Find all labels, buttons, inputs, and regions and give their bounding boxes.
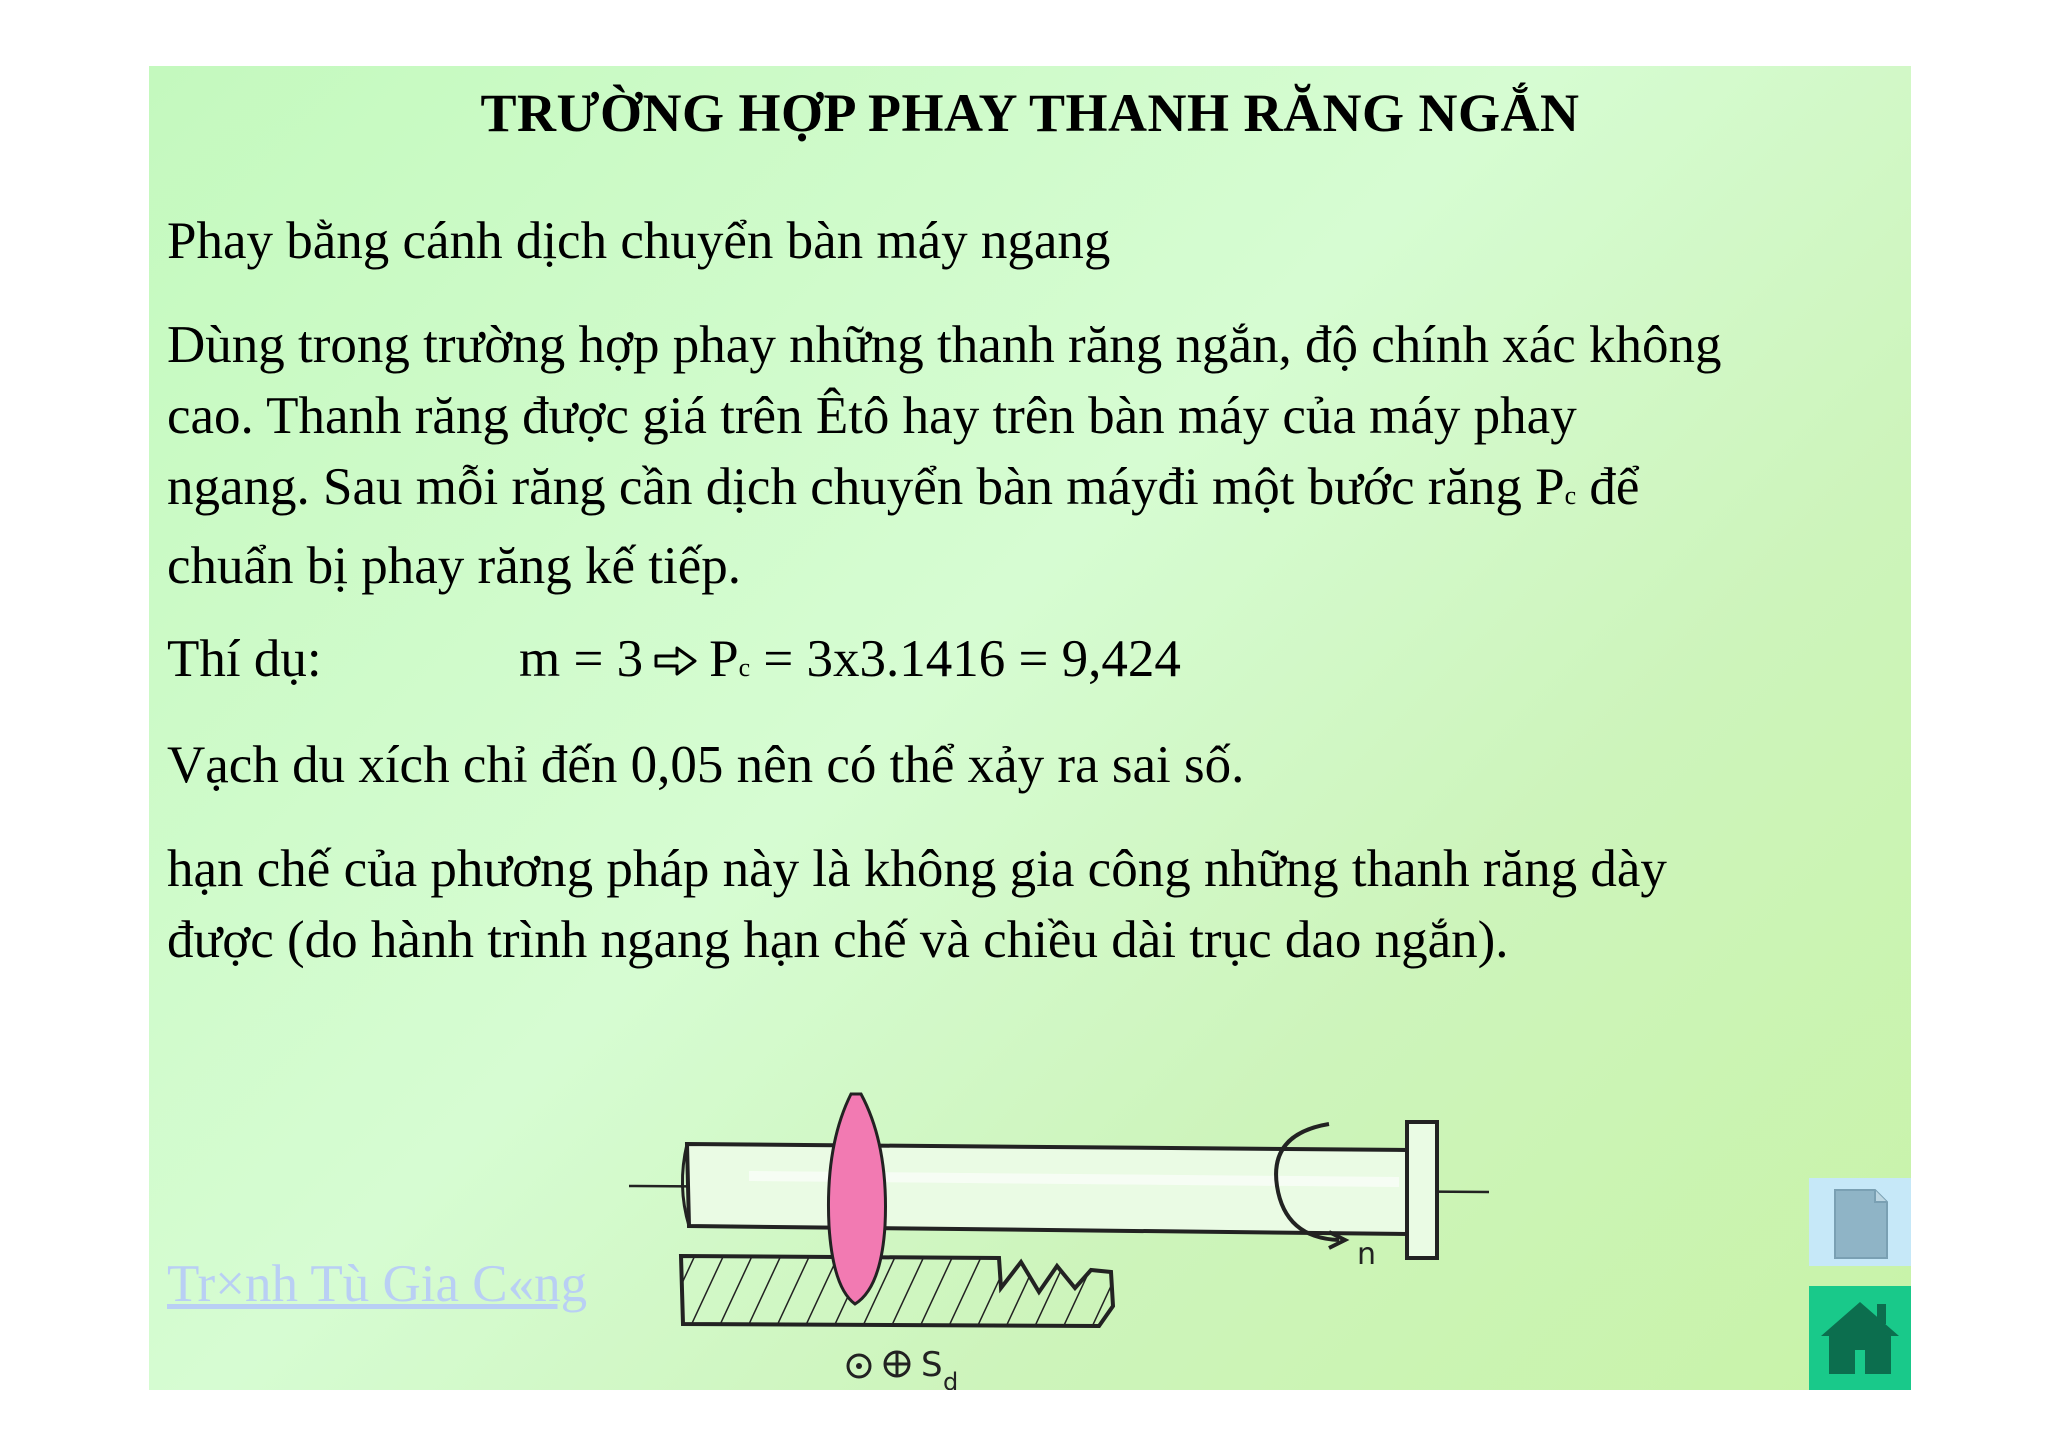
example-pitch: P xyxy=(709,630,739,688)
limitation-line-2: được (do hành trình ngang hạn chế và chiều dài trục dao ngắn). xyxy=(167,911,1509,969)
example-pitch-subscript: c xyxy=(738,653,751,682)
description-line-3-end: để xyxy=(1576,458,1640,516)
gear-rack xyxy=(681,1256,1113,1326)
home-button[interactable] xyxy=(1809,1286,1911,1390)
limitation-text xyxy=(167,834,1907,976)
feed-subscript: d xyxy=(943,1368,959,1396)
description xyxy=(167,310,1907,602)
pitch-subscript: c xyxy=(1564,481,1577,510)
author-link[interactable]: Tr×nh Tù Gia C«ng xyxy=(167,1255,588,1313)
arbor-shaft xyxy=(687,1144,1407,1234)
slide xyxy=(149,66,1911,1396)
description-line-2: cao. Thanh răng được giá trên Êtô hay trên bàn máy của máy phay xyxy=(167,387,1577,445)
example-label: Thí dụ: xyxy=(167,630,322,688)
milling-diagram xyxy=(629,1026,1529,1396)
arrow-right-icon xyxy=(653,644,699,678)
description-line-3-text: ngang. Sau mỗi răng cần dịch chuyển bàn máyđi một bước răng P xyxy=(167,458,1565,516)
vernier-note: Vạch du xích chỉ đến 0,05 nên có thể xảy ra sai số. xyxy=(167,736,1245,794)
description-line-1: Dùng trong trường hợp phay những thanh răng ngắn, độ chính xác không xyxy=(167,316,1722,374)
description-line-4: chuẩn bị phay răng kế tiếp. xyxy=(167,537,741,595)
milling-cutter xyxy=(828,1094,885,1304)
arbor-flange xyxy=(1407,1122,1437,1258)
description-line-3 xyxy=(167,452,1907,531)
document-icon xyxy=(1809,1178,1911,1266)
example-result: = 3x3.1416 = 9,424 xyxy=(750,630,1181,688)
slide-title: TRƯỜNG HỢP PHAY THANH RĂNG NGẮN xyxy=(480,83,1580,143)
example-module: m = 3 xyxy=(519,630,644,688)
subtitle: Phay bằng cánh dịch chuyển bàn máy ngang xyxy=(167,212,1111,270)
rotation-label: n xyxy=(1357,1237,1377,1272)
example-line xyxy=(167,624,1181,703)
home-icon xyxy=(1809,1286,1911,1390)
limitation-line-1: hạn chế của phương pháp này là không gia công những thanh răng dày xyxy=(167,840,1667,898)
feed-label: S xyxy=(921,1345,943,1385)
document-button[interactable] xyxy=(1809,1178,1911,1266)
